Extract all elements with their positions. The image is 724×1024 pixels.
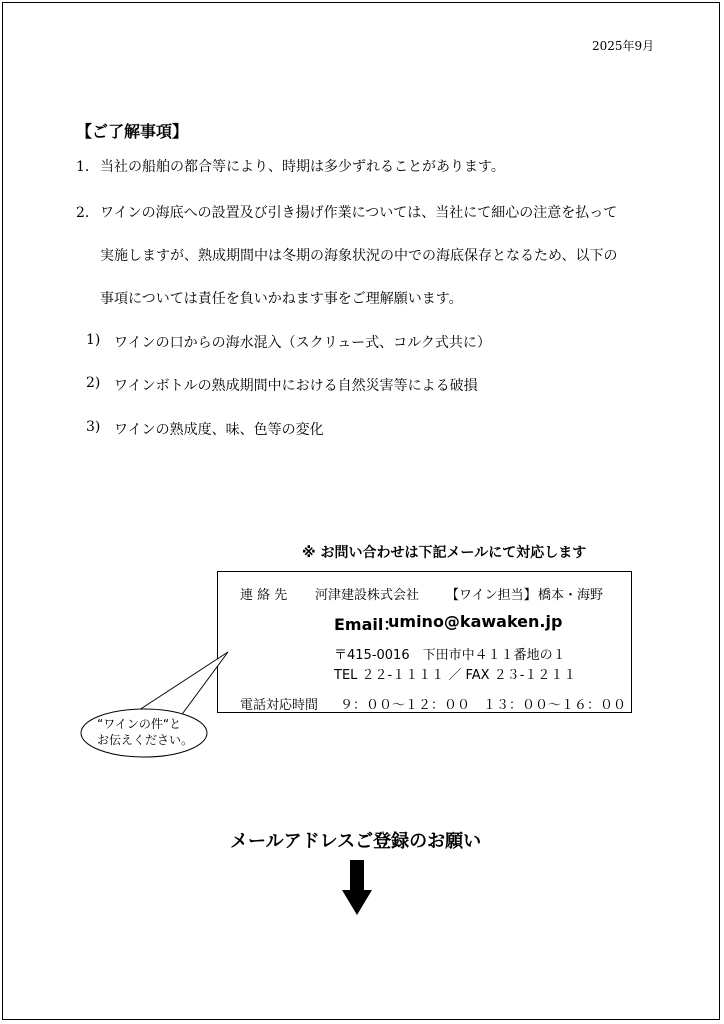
subitem-1-text: ワインの口からの海水混入（スクリュー式、コルク式共に）: [114, 335, 491, 351]
speech-bubble-icon: [80, 646, 240, 766]
email-label: Email：: [334, 615, 400, 634]
phone-fax: TEL ２２-１１１１ ／ FAX ２３-１２１１: [334, 668, 577, 683]
phone-hours: ９：００～１２：００ １３：００～１６：００: [340, 698, 627, 713]
contact-label: 連 絡 先: [240, 588, 288, 603]
bubble-text: [97, 716, 193, 748]
email-registration-title: メールアドレスご登録のお願い: [230, 831, 482, 852]
item-2-text: ワインの海底への設置及び引き揚げ作業については、当社にて細心の注意を払って: [100, 205, 618, 221]
arrow-down-icon: [342, 860, 372, 915]
item-2-continuation-2: 事項については責任を負いかねます事をご理解願います。: [100, 291, 463, 307]
item-2-number: 2．: [76, 205, 99, 221]
item-2-continuation-1: 実施しますが、熟成期間中は冬期の海象状況の中での海底保存となるため、以下の: [100, 248, 618, 264]
company-name: 河津建設株式会社: [315, 588, 420, 603]
email-address[interactable]: umino@kawaken.jp: [388, 612, 563, 631]
subitem-2-number: 2): [86, 375, 101, 391]
item-1-text: 当社の船舶の都合等により、時期は多少ずれることがあります。: [100, 159, 505, 175]
contact-names: 橋本・海野: [538, 588, 604, 603]
document-date: 2025年9月: [592, 39, 655, 53]
phone-hours-label: 電話対応時間: [240, 698, 319, 713]
department-label: 【ワイン担当】: [446, 588, 537, 603]
bubble-line-2: お伝えください。: [97, 733, 194, 747]
subitem-2-text: ワインボトルの熟成期間中における自然災害等による破損: [114, 378, 478, 394]
section-heading: 【ご了解事項】: [76, 122, 189, 141]
contact-header: ※ お問い合わせは下記メールにて対応します: [302, 545, 587, 561]
subitem-1-number: 1): [86, 332, 101, 348]
address: 〒415-0016 下田市中４１１番地の１: [334, 648, 566, 663]
subitem-3-text: ワインの熟成度、味、色等の変化: [114, 422, 324, 438]
bubble-line-1: “ワインの件“と: [97, 717, 182, 731]
item-1-number: 1．: [76, 159, 99, 175]
subitem-3-number: 3): [86, 419, 101, 435]
